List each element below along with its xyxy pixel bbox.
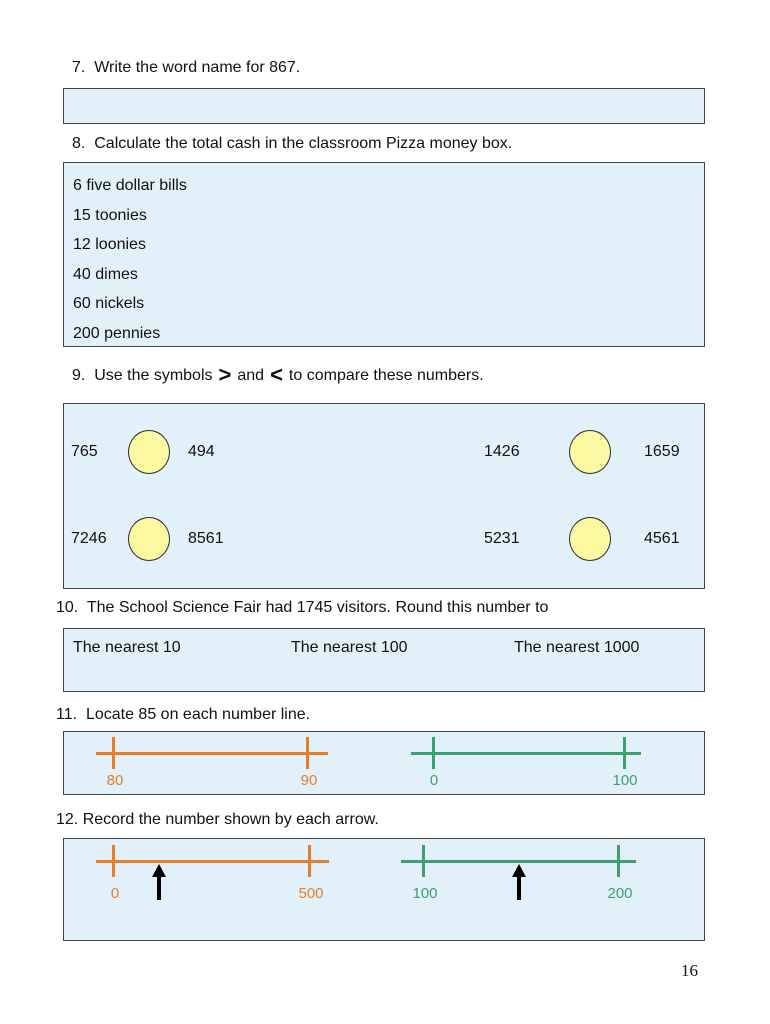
tick-label: 0 [110,885,120,902]
comparison-answer-circle[interactable] [128,430,170,474]
compare-left-number: 1426 [484,443,520,460]
q7-answer-box[interactable] [63,88,705,124]
compare-left-number: 5231 [484,530,520,547]
question-12-prompt: 12. Record the number shown by each arrow. [56,811,379,828]
q8-money-box [63,162,705,347]
compare-pair [71,430,215,474]
compare-pair [484,517,680,561]
greater-than-symbol: > [218,362,232,387]
tick-label: 100 [612,772,638,789]
number-line [96,860,329,863]
money-item: 40 dimes [73,265,138,283]
tick-label: 500 [298,885,324,902]
money-item: 15 toonies [73,206,147,224]
q9-prompt-suffix: to compare these numbers. [288,367,484,384]
tick-label: 90 [300,772,318,789]
tick-label: 100 [412,885,438,902]
q9-compare-box [63,403,705,589]
q9-prompt-prefix: 9. Use the symbols [72,367,213,384]
compare-pair [71,517,224,561]
compare-right-number: 494 [188,443,215,460]
comparison-answer-circle[interactable] [569,517,611,561]
q11-number-lines-box[interactable] [63,731,705,795]
comparison-answer-circle[interactable] [569,430,611,474]
round-option-1000: The nearest 1000 [514,639,640,656]
up-arrow-stem [157,876,161,900]
tick-mark [432,737,435,769]
round-option-100: The nearest 100 [291,639,408,656]
question-11-prompt: 11. Locate 85 on each number line. [56,706,311,723]
q12-number-lines-box[interactable] [63,838,705,941]
number-line [401,860,636,863]
tick-label: 200 [607,885,633,902]
round-option-10: The nearest 10 [73,639,181,656]
compare-right-number: 4561 [644,530,680,547]
money-item: 200 pennies [73,324,161,342]
tick-mark [617,845,620,877]
money-item: 12 loonies [73,236,146,253]
compare-pair [484,430,680,474]
compare-right-number: 1659 [644,443,680,460]
tick-mark [112,737,115,769]
tick-mark [306,737,309,769]
tick-label: 0 [429,772,439,789]
money-item: 6 five dollar bills [73,177,187,194]
tick-mark [112,845,115,877]
number-line [96,752,328,755]
less-than-symbol: < [270,362,283,387]
compare-left-number: 765 [71,443,98,460]
q9-and-word: and [237,367,265,384]
tick-mark [623,737,626,769]
comparison-answer-circle[interactable] [128,517,170,561]
tick-mark [422,845,425,877]
page-number: 16 [681,961,698,980]
question-10-prompt: 10. The School Science Fair had 1745 visitors. Round this number to [56,599,549,616]
question-9-prompt [72,363,484,389]
tick-mark [308,845,311,877]
q10-rounding-box[interactable] [63,628,705,692]
money-item: 60 nickels [73,295,145,312]
question-8-prompt: 8. Calculate the total cash in the classroom Pizza money box. [72,135,513,152]
compare-right-number: 8561 [188,530,224,547]
tick-label: 80 [106,772,124,789]
number-line [411,752,641,755]
compare-left-number: 7246 [71,530,107,547]
up-arrow-stem [517,876,521,900]
question-7-prompt: 7. Write the word name for 867. [72,59,301,76]
